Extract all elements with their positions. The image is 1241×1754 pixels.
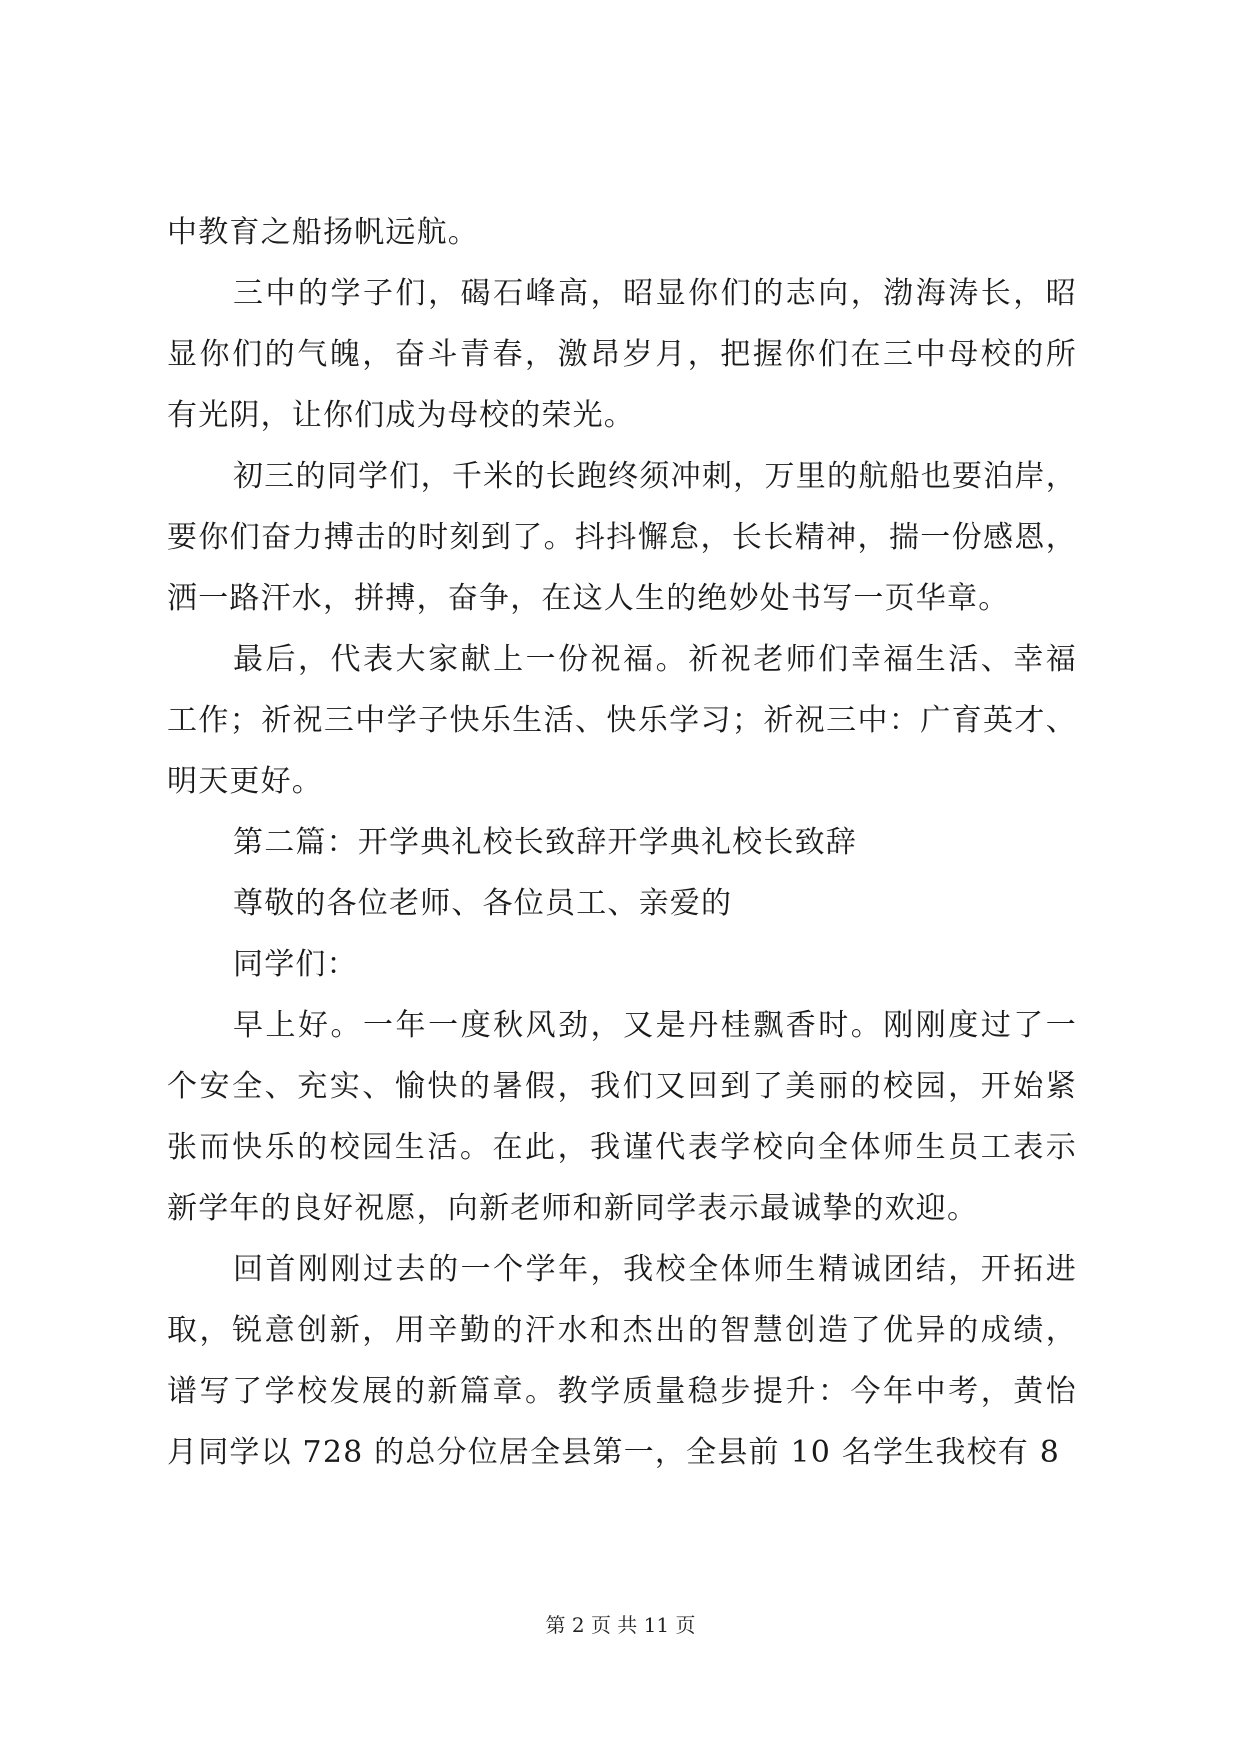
text-line: 明天更好。 xyxy=(167,764,323,799)
text-line: 张而快乐的校园生活。在此，我谨代表学校向全体师生员工表示 xyxy=(167,1130,1077,1165)
paragraph xyxy=(167,263,1077,446)
text-line: 早上好。一年一度秋风劲，又是丹桂飘香时。刚刚度过了一 xyxy=(233,1008,1077,1043)
paragraph xyxy=(167,873,1077,934)
text-line: 个安全、充实、愉快的暑假，我们又回到了美丽的校园，开始紧 xyxy=(167,1069,1077,1104)
paragraph xyxy=(167,202,1077,263)
text-line: 中教育之船扬帆远航。 xyxy=(167,215,479,250)
text-line: 有光阴，让你们成为母校的荣光。 xyxy=(167,398,635,433)
text-line: 最后，代表大家献上一份祝福。祈祝老师们幸福生活、幸福 xyxy=(233,642,1077,677)
paragraph xyxy=(167,934,1077,995)
paragraph xyxy=(167,1239,1077,1483)
page-footer: 第 2 页 共 11 页 xyxy=(545,1613,696,1637)
text-line: 要你们奋力搏击的时刻到了。抖抖懈怠，长长精神，揣一份感恩， xyxy=(167,520,1077,555)
paragraph xyxy=(167,995,1077,1239)
document-body xyxy=(167,202,1077,1483)
text-line: 月同学以 728 的总分位居全县第一，全县前 10 名学生我校有 8 xyxy=(167,1435,1061,1470)
text-line: 尊敬的各位老师、各位员工、亲爱的 xyxy=(233,886,733,921)
text-line: 洒一路汗水，拼搏，奋争，在这人生的绝妙处书写一页华章。 xyxy=(167,581,1010,616)
text-line: 新学年的良好祝愿，向新老师和新同学表示最诚挚的欢迎。 xyxy=(167,1191,979,1226)
text-line: 第二篇：开学典礼校长致辞开学典礼校长致辞 xyxy=(233,825,857,860)
paragraph xyxy=(167,812,1077,873)
paragraph xyxy=(167,446,1077,629)
text-line: 同学们： xyxy=(233,947,358,982)
text-line: 工作；祈祝三中学子快乐生活、快乐学习；祈祝三中：广育英才、 xyxy=(167,703,1077,738)
paragraph xyxy=(167,629,1077,812)
text-line: 显你们的气魄，奋斗青春，激昂岁月，把握你们在三中母校的所 xyxy=(167,337,1077,372)
text-line: 回首刚刚过去的一个学年，我校全体师生精诚团结，开拓进 xyxy=(233,1252,1077,1287)
text-line: 三中的学子们，碣石峰高，昭显你们的志向，渤海涛长，昭 xyxy=(233,276,1077,311)
text-line: 取，锐意创新，用辛勤的汗水和杰出的智慧创造了优异的成绩， xyxy=(167,1313,1077,1348)
text-line: 初三的同学们，千米的长跑终须冲刺，万里的航船也要泊岸， xyxy=(233,459,1077,494)
text-line: 谱写了学校发展的新篇章。教学质量稳步提升：今年中考，黄怡 xyxy=(167,1374,1077,1409)
